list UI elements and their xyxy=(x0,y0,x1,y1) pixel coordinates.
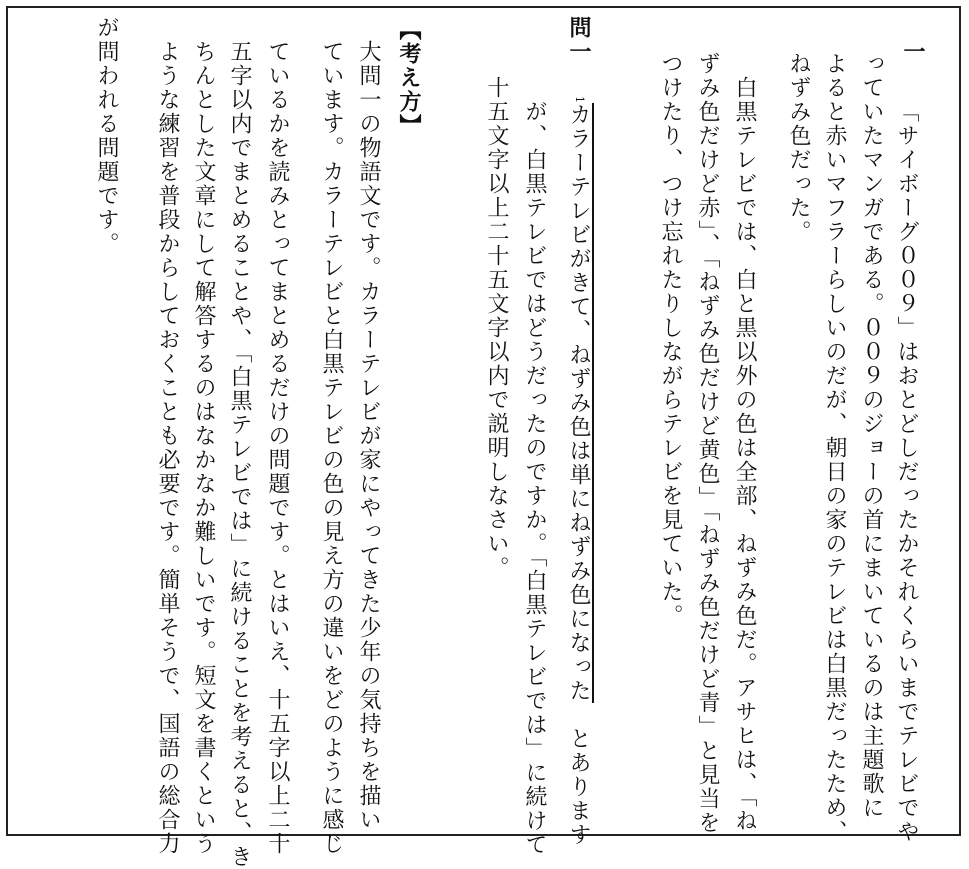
question-line-1-tail: とあります xyxy=(566,727,591,847)
passage-line-7: つけたり、つけ忘れたりしながらテレビを見ていた。 xyxy=(658,52,683,628)
underlined-phrase: カラーテレビがきて、ねずみ色は単にねずみ色になった xyxy=(566,103,594,703)
commentary-line-1: 大問一の物語文です。カラーテレビが家にやってきた少年の気持ちを描い xyxy=(356,40,381,832)
commentary-line-6: ような練習を普段からしておくことも必要です。簡単そうで、国語の総合力 xyxy=(155,40,180,856)
question-line-2: が、白黒テレビではどうだったのですか。「白黒テレビでは」に続けて xyxy=(522,100,547,857)
passage-line-5: 白黒テレビでは、白と黒以外の色は全部、ねずみ色だ。アサヒは、「ね xyxy=(732,76,757,833)
passage-line-4: ねずみ色だった。 xyxy=(786,52,811,244)
commentary-line-7: が問われる問題です。 xyxy=(94,16,119,256)
question-line-3: 十五文字以上二十五文字以内で説明しなさい。 xyxy=(484,76,509,580)
commentary-line-3: ているかを読みとってまとめるだけの問題です。とはいえ、十五字以上二十 xyxy=(265,40,290,856)
passage-line-2: っていたマンガである。００９のジョーの首にまいているのは主題歌に xyxy=(859,52,884,820)
commentary-line-2: ています。カラーテレビと白黒テレビの色の見え方の違いをどのように感じ xyxy=(319,40,344,856)
commentary-line-5: ちんとした文章にして解答するのはなかなか難しいです。短文を書くという xyxy=(191,40,216,856)
underline-note-number: 1 xyxy=(573,96,586,103)
commentary-line-4: 五字以内でまとめることや、「白黒テレビでは」に続けることを考えると、き xyxy=(227,40,252,869)
passage-line-1: 「サイボーグ００９」はおとどしだったかそれくらいまでテレビでや xyxy=(894,100,919,844)
question-label: 問一 xyxy=(566,16,592,64)
passage-line-6: ずみ色だけど赤」、「ねずみ色だけど黄色」「ねずみ色だけど青」と見当を xyxy=(695,52,720,835)
question-line-1 xyxy=(566,96,592,847)
section-one-marker: 一 xyxy=(900,40,926,64)
commentary-heading: 【考え方】 xyxy=(396,18,422,138)
passage-line-3: よると赤いマフラーらしいのだが、朝日の家のテレビは白黒だったため、 xyxy=(822,52,847,844)
